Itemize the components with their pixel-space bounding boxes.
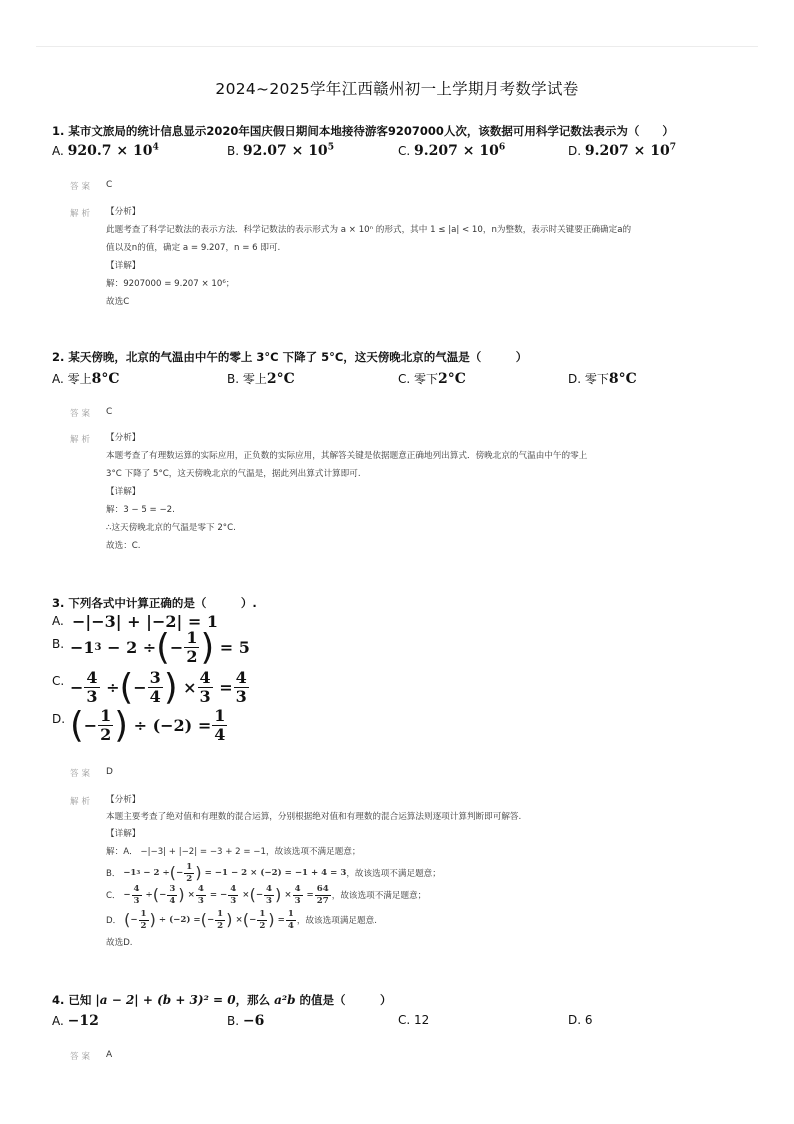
option-value: 2°C [266,371,295,387]
option-value: 9.207 × 10 [584,143,670,159]
q3-option-c-letter[interactable]: C. [52,674,65,688]
option-value: 2°C [438,371,466,387]
option-letter: D. [568,372,582,386]
option-letter: B. [227,144,240,158]
option-text: 零上 [67,372,92,386]
q1-analysis-line: 【分析】 [106,207,141,217]
q3-analysis-d-line [106,910,377,930]
answer-label: 答案 [70,769,94,779]
q2-answer: C [106,407,113,417]
q1-option-c[interactable] [398,143,505,159]
option-value: 920.7 × 10 [67,143,153,159]
q3-analysis-c-prefix: C． [106,891,121,902]
q1-option-d[interactable] [568,143,676,159]
option-exponent: 7 [669,141,677,153]
q2-analysis-line: 【详解】 [106,487,141,497]
q1-option-b[interactable] [227,143,334,159]
q4-stem-prefix: 4. 已知 [52,993,92,1007]
q3-analysis-b-line [106,863,441,883]
q4-option-a[interactable] [52,1013,99,1029]
q4-stem-math: |a − 2| + (b + 3)² = 0 [95,993,236,1007]
question-2-stem: 2. 某天傍晚，北京的气温由中午的零上 3°C 下降了 5°C，这天傍晚北京的气温是（ ） [52,350,528,364]
top-divider [36,46,758,47]
option-text: 零下 [414,372,439,386]
q4-stem-suffix: 的值是（ ） [299,993,392,1007]
option-value: 8°C [91,371,120,387]
q3-analysis-line: 【详解】 [106,829,141,839]
q3-option-b-math: −1 3 − 2 ÷ ( − $\frac{1}{2}$ ) = 5 [70,626,250,668]
option-letter: A. [52,372,64,386]
q1-analysis-line: 解：9207000 = 9.207 × 10⁶； [106,279,235,289]
q2-option-a[interactable] [52,370,120,387]
option-letter: B. [227,1014,240,1028]
analysis-label: 解析 [70,797,94,807]
analysis-label: 解析 [70,209,94,219]
option-value: 12 [414,1013,430,1027]
q3-analysis-c-suffix: ，故该选项不满足题意； [331,891,427,902]
option-letter: D. [568,1013,582,1027]
option-exponent: 6 [498,141,506,153]
q3-option-a-math: −|−3| + |−2| = 1 [72,612,218,631]
option-value: 92.07 × 10 [242,143,328,159]
q2-option-b[interactable] [227,370,295,387]
option-letter: C. [398,1013,411,1027]
q3-analysis-d-suffix: ，故该选项满足题意. [296,916,377,927]
answer-label: 答案 [70,182,94,192]
q4-stem-mid: ，那么 [235,993,271,1007]
q3-analysis-d-math: ( − $\frac{1}{2}$ ) ÷ (−2) = ( − $\frac{1}{2}$ ) × ( − $\frac{1}{2}$ ) = $\frac{1}{4}$ [123,909,294,931]
option-letter: B. [227,372,240,386]
q3-option-d-letter[interactable]: D. [52,712,66,726]
q3-analysis-line: 【分析】 [106,795,141,805]
q2-analysis-line: 故选：C. [106,541,141,551]
question-1-stem: 1. 某市文旅局的统计信息显示2020年国庆假日期间本地接待游客9207000人次，该数据可用科学记数法表示为（ ） [52,124,674,138]
option-letter: A. [52,144,64,158]
option-value: −6 [242,1013,265,1029]
q3-analysis-c-line [106,885,426,905]
q4-answer: A [106,1050,113,1060]
q3-analysis-c-math: − $\frac{4}{3}$ ÷ ( − $\frac{3}{4}$ ) × $\frac{4}{3}$ = − $\frac{4}{3}$ × ( − $\frac{4}{3}$ ) × $\frac{4}{3}$ = $\frac{64}{27}$ [123,884,329,906]
q2-option-d[interactable] [568,370,637,387]
q2-option-c[interactable] [398,370,466,387]
q2-analysis-line: ∴这天傍晚北京的气温是零下 2°C. [106,523,236,533]
q2-analysis-line: 解：3 − 5 = −2. [106,505,175,515]
q1-analysis-line: 值以及n的值，确定 a = 9.207，n = 6 即可. [106,243,281,253]
q3-analysis-b-suffix: ，故该选项不满足题意； [346,869,441,880]
q4-option-c[interactable] [398,1013,429,1027]
question-4-stem [52,992,392,1008]
q3-answer: D [106,767,113,777]
q1-analysis-line: 【详解】 [106,261,141,271]
option-letter: A. [52,1014,64,1028]
answer-label: 答案 [70,409,94,419]
q3-option-b-letter[interactable]: B. [52,637,65,651]
q3-analysis-b-math: −1 3 − 2 ÷ ( − $\frac{1}{2}$ ) = −1 − 2 × (−2) = −1 + 4 = 3 [123,862,347,884]
q3-analysis-line: 本题主要考查了绝对值和有理数的混合运算，分别根据绝对值和有理数的混合运算法则逐项计算判断即可解答. [106,812,522,822]
q3-option-c-math: − $\frac{4}{3}$ ÷ ( − $\frac{3}{4}$ ) × $\frac{4}{3}$ = $\frac{4}{3}$ [70,666,247,708]
q2-analysis-line: 【分析】 [106,433,141,443]
option-letter: C. [398,144,411,158]
q1-answer: C [106,180,113,190]
option-exponent: 4 [152,141,159,153]
q1-option-a[interactable] [52,143,159,159]
q3-analysis-d-prefix: D． [106,916,122,927]
answer-label: 答案 [70,1052,94,1062]
q3-analysis-line: 解：A． −|−3| + |−2| = −3 + 2 = −1，故该选项不满足题意； [106,847,361,857]
q3-option-a-letter[interactable]: A. [52,614,64,628]
option-exponent: 5 [327,141,335,153]
option-value: 6 [584,1013,593,1027]
option-value: 8°C [608,371,637,387]
option-value: 9.207 × 10 [414,143,499,159]
analysis-label: 解析 [70,435,94,445]
option-text: 零上 [242,372,267,386]
q3-option-d-math: ( − $\frac{1}{2}$ ) ÷ (−2) = $\frac{1}{4}$ [70,704,226,746]
q4-option-b[interactable] [227,1013,264,1029]
question-3-stem: 3. 下列各式中计算正确的是（ ）. [52,596,257,610]
q3-analysis-line: 故选D. [106,938,133,948]
q4-option-d[interactable] [568,1013,593,1027]
q3-analysis-b-prefix: B． [106,869,121,880]
q2-analysis-line: 3°C 下降了 5°C，这天傍晚北京的气温是，据此列出算式计算即可. [106,469,361,479]
option-letter: D. [568,144,582,158]
q4-stem-math2: a²b [274,993,296,1007]
option-value: −12 [67,1013,99,1029]
page-title: 2024~2025学年江西赣州初一上学期月考数学试卷 [215,80,579,98]
q1-analysis-line: 故选C [106,297,130,307]
option-letter: C. [398,372,411,386]
q2-analysis-line: 本题考查了有理数运算的实际应用，正负数的实际应用，其解答关键是依据题意正确地列出算式．傍晚北京的气温由中午的零上 [106,451,588,461]
option-text: 零下 [584,372,609,386]
q1-analysis-line: 此题考查了科学记数法的表示方法．科学记数法的表示形式为 a × 10ⁿ 的形式，其中 1 ≤ |a| < 10，n为整数，表示时关键要正确确定a的 [106,225,632,235]
